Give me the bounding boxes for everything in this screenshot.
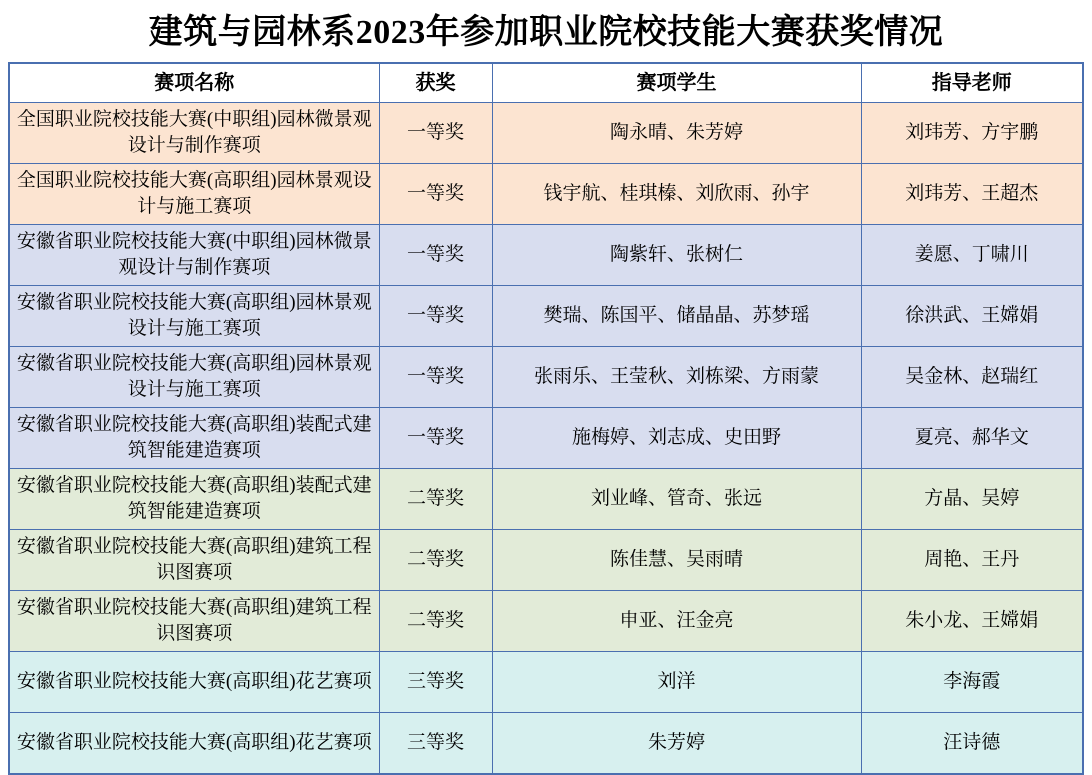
- cell-award: 一等奖: [379, 408, 492, 469]
- cell-teachers: 汪诗德: [861, 713, 1083, 775]
- table-row: [9, 347, 1083, 408]
- cell-students: 陶永晴、朱芳婷: [492, 103, 861, 164]
- cell-event: 安徽省职业院校技能大赛(中职组)园林微景观设计与制作赛项: [9, 225, 379, 286]
- cell-event: 安徽省职业院校技能大赛(高职组)建筑工程识图赛项: [9, 591, 379, 652]
- cell-students: 樊瑞、陈国平、储晶晶、苏梦瑶: [492, 286, 861, 347]
- cell-award: 三等奖: [379, 713, 492, 775]
- column-header-teachers: 指导老师: [861, 63, 1083, 103]
- cell-teachers: 朱小龙、王嫦娟: [861, 591, 1083, 652]
- cell-students: 刘洋: [492, 652, 861, 713]
- cell-students: 申亚、汪金亮: [492, 591, 861, 652]
- cell-event: 安徽省职业院校技能大赛(高职组)装配式建筑智能建造赛项: [9, 408, 379, 469]
- table-row: [9, 103, 1083, 164]
- cell-teachers: 周艳、王丹: [861, 530, 1083, 591]
- cell-students: 陈佳慧、吴雨晴: [492, 530, 861, 591]
- column-header-award: 获奖: [379, 63, 492, 103]
- table-row: [9, 530, 1083, 591]
- cell-award: 一等奖: [379, 225, 492, 286]
- cell-event: 全国职业院校技能大赛(中职组)园林微景观设计与制作赛项: [9, 103, 379, 164]
- table-row: [9, 713, 1083, 775]
- page-title: 建筑与园林系2023年参加职业院校技能大赛获奖情况: [148, 14, 944, 51]
- cell-students: 钱宇航、桂琪榛、刘欣雨、孙宇: [492, 164, 861, 225]
- cell-teachers: 徐洪武、王嫦娟: [861, 286, 1083, 347]
- table-header-row: [9, 63, 1083, 103]
- cell-teachers: 姜愿、丁啸川: [861, 225, 1083, 286]
- column-header-event: 赛项名称: [9, 63, 379, 103]
- cell-event: 全国职业院校技能大赛(高职组)园林景观设计与施工赛项: [9, 164, 379, 225]
- cell-students: 施梅婷、刘志成、史田野: [492, 408, 861, 469]
- awards-table-body: [9, 103, 1083, 775]
- cell-students: 陶紫轩、张树仁: [492, 225, 861, 286]
- cell-event: 安徽省职业院校技能大赛(高职组)园林景观设计与施工赛项: [9, 347, 379, 408]
- table-row: [9, 286, 1083, 347]
- column-header-students: 赛项学生: [492, 63, 861, 103]
- cell-award: 三等奖: [379, 652, 492, 713]
- cell-students: 朱芳婷: [492, 713, 861, 775]
- cell-students: 刘业峰、管奇、张远: [492, 469, 861, 530]
- cell-students: 张雨乐、王莹秋、刘栋梁、方雨蒙: [492, 347, 861, 408]
- cell-award: 二等奖: [379, 530, 492, 591]
- cell-teachers: 李海霞: [861, 652, 1083, 713]
- cell-event: 安徽省职业院校技能大赛(高职组)花艺赛项: [9, 713, 379, 775]
- cell-event: 安徽省职业院校技能大赛(高职组)装配式建筑智能建造赛项: [9, 469, 379, 530]
- cell-teachers: 方晶、吴婷: [861, 469, 1083, 530]
- table-row: [9, 225, 1083, 286]
- cell-award: 一等奖: [379, 164, 492, 225]
- cell-award: 一等奖: [379, 347, 492, 408]
- table-row: [9, 469, 1083, 530]
- cell-event: 安徽省职业院校技能大赛(高职组)园林景观设计与施工赛项: [9, 286, 379, 347]
- cell-event: 安徽省职业院校技能大赛(高职组)建筑工程识图赛项: [9, 530, 379, 591]
- cell-award: 二等奖: [379, 469, 492, 530]
- cell-event: 安徽省职业院校技能大赛(高职组)花艺赛项: [9, 652, 379, 713]
- cell-teachers: 刘玮芳、王超杰: [861, 164, 1083, 225]
- awards-table: [8, 62, 1084, 775]
- table-row: [9, 652, 1083, 713]
- cell-award: 一等奖: [379, 286, 492, 347]
- table-row: [9, 164, 1083, 225]
- table-row: [9, 408, 1083, 469]
- cell-teachers: 刘玮芳、方宇鹏: [861, 103, 1083, 164]
- cell-teachers: 吴金林、赵瑞红: [861, 347, 1083, 408]
- cell-teachers: 夏亮、郝华文: [861, 408, 1083, 469]
- cell-award: 一等奖: [379, 103, 492, 164]
- table-row: [9, 591, 1083, 652]
- cell-award: 二等奖: [379, 591, 492, 652]
